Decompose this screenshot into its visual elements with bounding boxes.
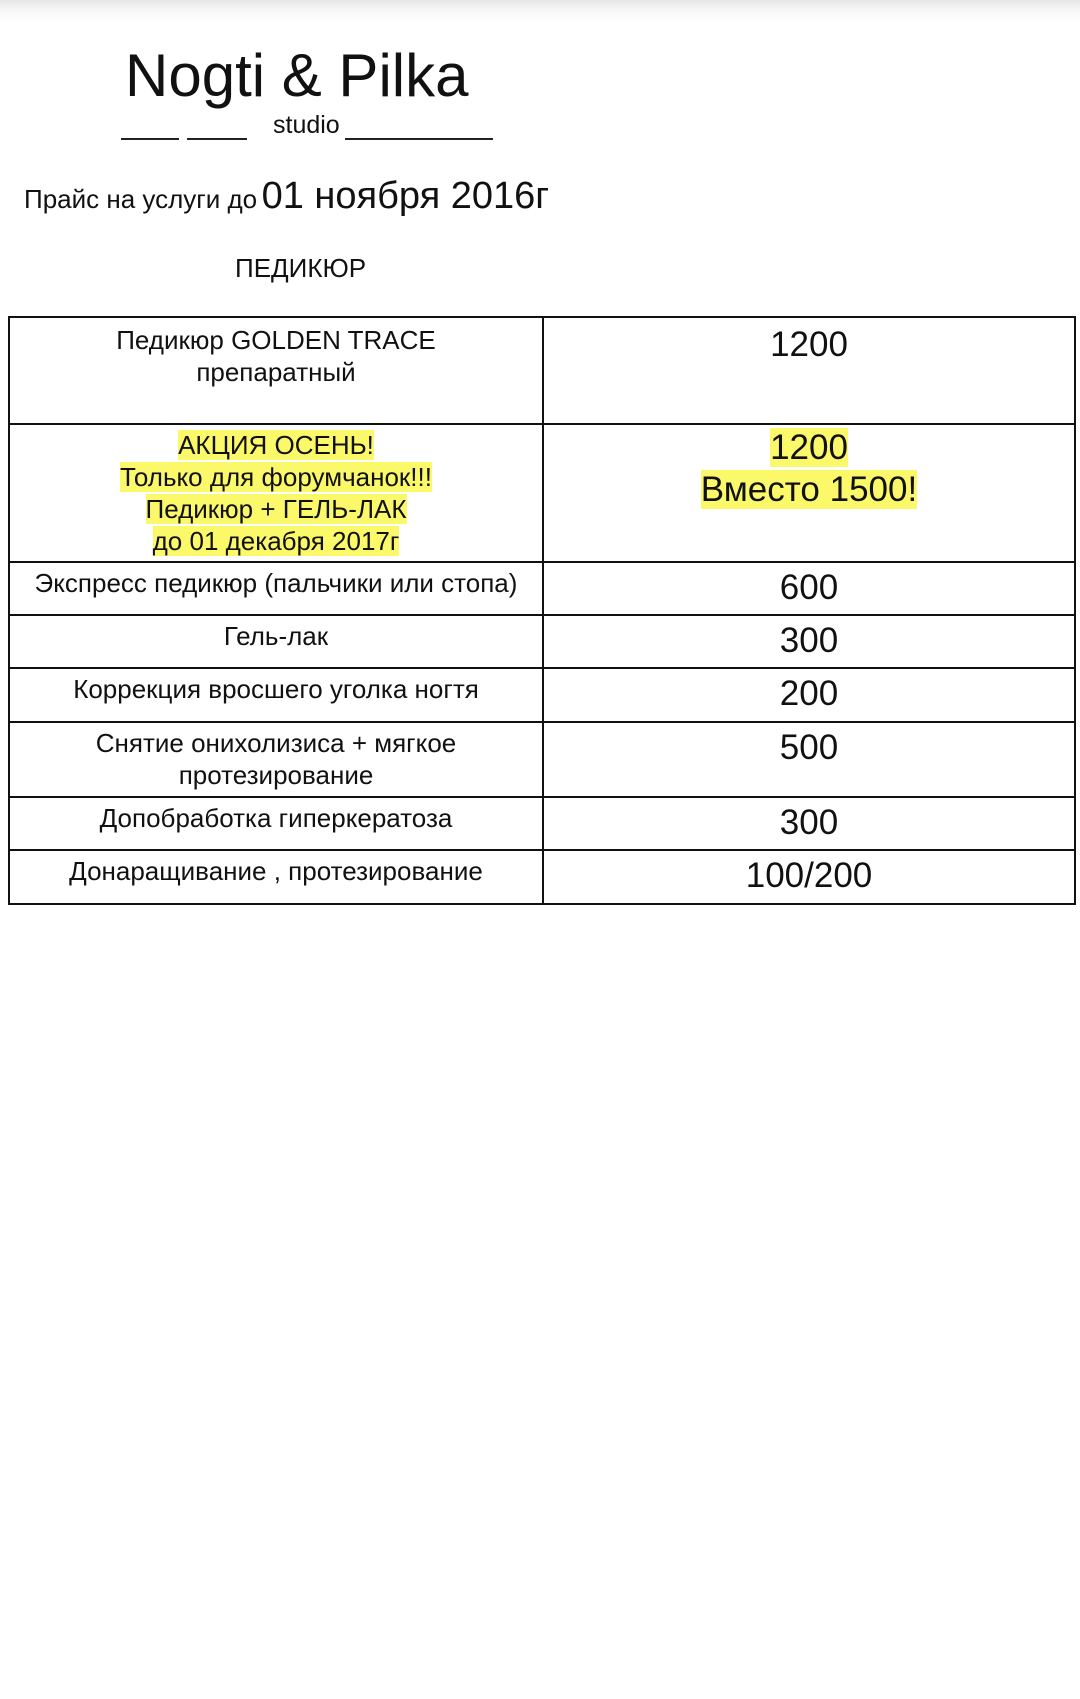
price-table-body	[9, 317, 1075, 904]
price-cell	[543, 562, 1075, 615]
brand-title: Nogti & Pilka	[125, 42, 469, 109]
promo-price: 1200	[770, 428, 848, 467]
service-cell	[9, 317, 543, 424]
service-line: Гель-лак	[223, 621, 329, 651]
table-row	[9, 722, 1075, 797]
service-cell	[9, 615, 543, 668]
price-value: 100/200	[745, 856, 873, 895]
table-row	[9, 562, 1075, 615]
price-cell	[543, 615, 1075, 668]
price-value: 300	[779, 803, 839, 842]
promo-price-cell	[543, 424, 1075, 562]
promo-service-cell	[9, 424, 543, 562]
brand-underline-2	[187, 138, 247, 140]
price-value: 200	[779, 674, 839, 713]
price-value: 300	[779, 621, 839, 660]
table-row	[9, 797, 1075, 850]
service-cell	[9, 562, 543, 615]
price-cell	[543, 317, 1075, 424]
table-row-promo	[9, 424, 1075, 562]
price-value: 1200	[770, 325, 848, 364]
service-cell	[9, 668, 543, 722]
service-line: Педикюр GOLDEN TRACE	[116, 325, 436, 355]
table-row	[9, 615, 1075, 668]
table-row	[9, 850, 1075, 904]
promo-old-price: Вместо 1500!	[700, 470, 918, 509]
service-line: препаратный	[196, 357, 356, 387]
price-title-date: 01 ноября 2016г	[261, 175, 550, 217]
price-cell	[543, 850, 1075, 904]
promo-title: АКЦИЯ ОСЕНЬ!	[178, 430, 374, 460]
service-cell	[9, 797, 543, 850]
price-list-title	[24, 175, 549, 218]
brand-underline-3	[345, 138, 493, 140]
service-line: Снятие онихолизиса + мягкое	[95, 728, 457, 758]
top-shadow	[0, 0, 1080, 22]
table-row	[9, 668, 1075, 722]
price-cell	[543, 722, 1075, 797]
promo-service: Педикюр + ГЕЛЬ-ЛАК	[145, 494, 407, 524]
promo-deadline: до 01 декабря 2017г	[152, 526, 400, 556]
service-line: Донаращивание , протезирование	[69, 856, 483, 886]
service-line: Экспресс педикюр (пальчики или стопа)	[34, 568, 518, 598]
price-value: 600	[779, 568, 839, 607]
price-table	[8, 316, 1076, 905]
service-line: протезирование	[178, 760, 374, 790]
price-value: 500	[779, 728, 839, 767]
price-cell	[543, 668, 1075, 722]
table-row	[9, 317, 1075, 424]
service-line: Коррекция вросшего уголка ногтя	[73, 674, 479, 704]
service-line: Допобработка гиперкератоза	[99, 803, 453, 833]
service-cell	[9, 722, 543, 797]
service-cell	[9, 850, 543, 904]
price-title-prefix: Прайс на услуги до	[24, 184, 258, 214]
brand-subtitle: studio	[273, 111, 340, 139]
price-cell	[543, 797, 1075, 850]
promo-audience: Только для форумчанок!!!	[120, 462, 432, 492]
section-title: ПЕДИКЮР	[235, 253, 367, 283]
brand-underline-1	[121, 138, 179, 140]
